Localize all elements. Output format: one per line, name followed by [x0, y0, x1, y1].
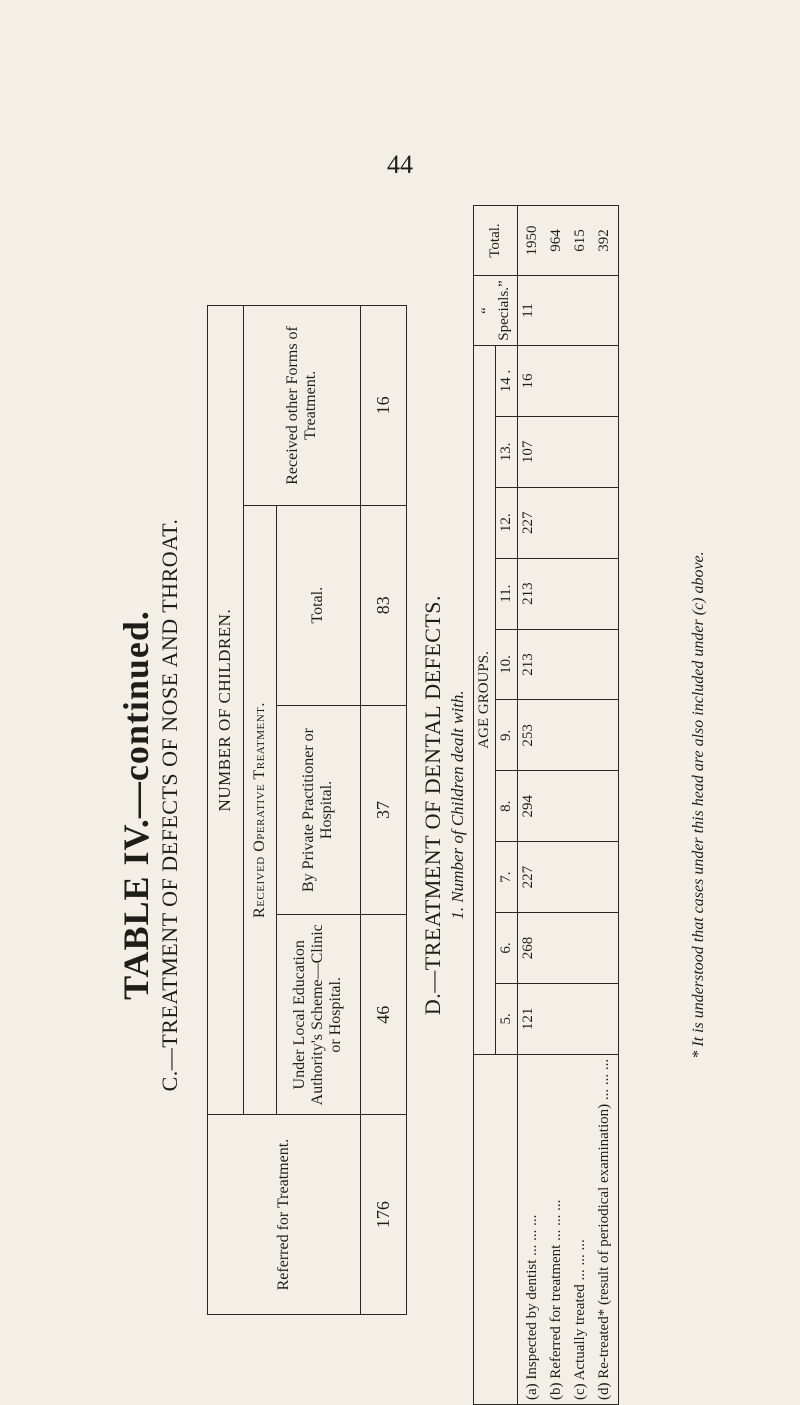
footnote: * It is understood that cases under this head are also included under (c) above. — [690, 551, 707, 1059]
age-group-header: 13. — [496, 416, 518, 487]
age-group-header: 11. — [496, 558, 518, 629]
dental-label-header — [474, 1054, 518, 1404]
nose-throat-table — [207, 305, 407, 1315]
table-title: TABLE IV.—continued. — [116, 610, 156, 1000]
specials-value: 11 — [518, 276, 619, 346]
totals-cell — [518, 206, 619, 276]
total-treated: 615 — [572, 229, 588, 252]
age-value: 16 — [518, 346, 619, 417]
age-value: 213 — [518, 558, 619, 629]
total-inspected: 1950 — [524, 225, 540, 256]
age-value: 294 — [518, 771, 619, 842]
age-group-header: 6. — [496, 913, 518, 984]
row-label-treated: (c) Actually treated ... ... ... — [572, 1239, 588, 1400]
age-group-header: 7. — [496, 842, 518, 913]
row-label-referred: (b) Referred for treatment ... ... ... — [548, 1199, 564, 1400]
row-label-inspected: (a) Inspected by dentist ... ... ... — [524, 1214, 540, 1400]
age-value: 121 — [518, 983, 619, 1054]
age-group-header: 9. — [496, 700, 518, 771]
local-value: 46 — [361, 915, 407, 1115]
row-labels — [518, 1054, 619, 1404]
section-c-title: C.—TREATMENT OF DEFECTS OF NOSE AND THROAT. — [157, 518, 182, 1092]
age-value: 107 — [518, 416, 619, 487]
private-practitioner-header: By Private Practitioner or Hospital. — [276, 705, 360, 915]
age-group-header: 8. — [496, 771, 518, 842]
section-d-title: D.—TREATMENT OF DENTAL DEFECTS. — [420, 594, 445, 1016]
page-number: 44 — [387, 150, 413, 179]
section-d-subtitle: 1. Number of Children dealt with. — [448, 690, 467, 920]
operative-treatment-header: Received Operative Treatment. — [243, 505, 276, 1114]
specials-header: “ Specials.” — [474, 276, 518, 346]
age-group-header: 14 . — [496, 346, 518, 417]
table-row — [518, 206, 619, 1405]
dental-total-header: Total. — [474, 206, 518, 276]
local-authority-header: Under Local Education Authority's Scheme—Clinic or Hospital. — [276, 915, 360, 1115]
age-group-header: 5. — [496, 983, 518, 1054]
age-value: 227 — [518, 842, 619, 913]
referred-value: 176 — [361, 1115, 407, 1315]
other-forms-header: Received other Forms of Treatment. — [243, 306, 360, 506]
number-of-children-header: NUMBER OF CHILDREN. — [208, 306, 244, 1115]
age-value: 268 — [518, 913, 619, 984]
private-value: 37 — [361, 705, 407, 915]
total-retreated: 392 — [596, 229, 612, 252]
rotated-table-sheet — [115, 205, 715, 1405]
age-group-header: 10. — [496, 629, 518, 700]
row-label-retreated: (d) Re-treated* (result of periodical examination) ... ... ... — [596, 1058, 612, 1400]
age-groups-header: AGE GROUPS. — [474, 346, 496, 1055]
other-forms-value: 16 — [361, 306, 407, 506]
operative-total-header: Total. — [276, 505, 360, 705]
total-referred: 964 — [548, 229, 564, 252]
age-value: 227 — [518, 487, 619, 558]
dental-table — [473, 205, 619, 1405]
age-value: 253 — [518, 700, 619, 771]
age-group-header: 12. — [496, 487, 518, 558]
referred-header: Referred for Treatment. — [208, 1115, 361, 1315]
operative-total-value: 83 — [361, 505, 407, 705]
age-value: 213 — [518, 629, 619, 700]
